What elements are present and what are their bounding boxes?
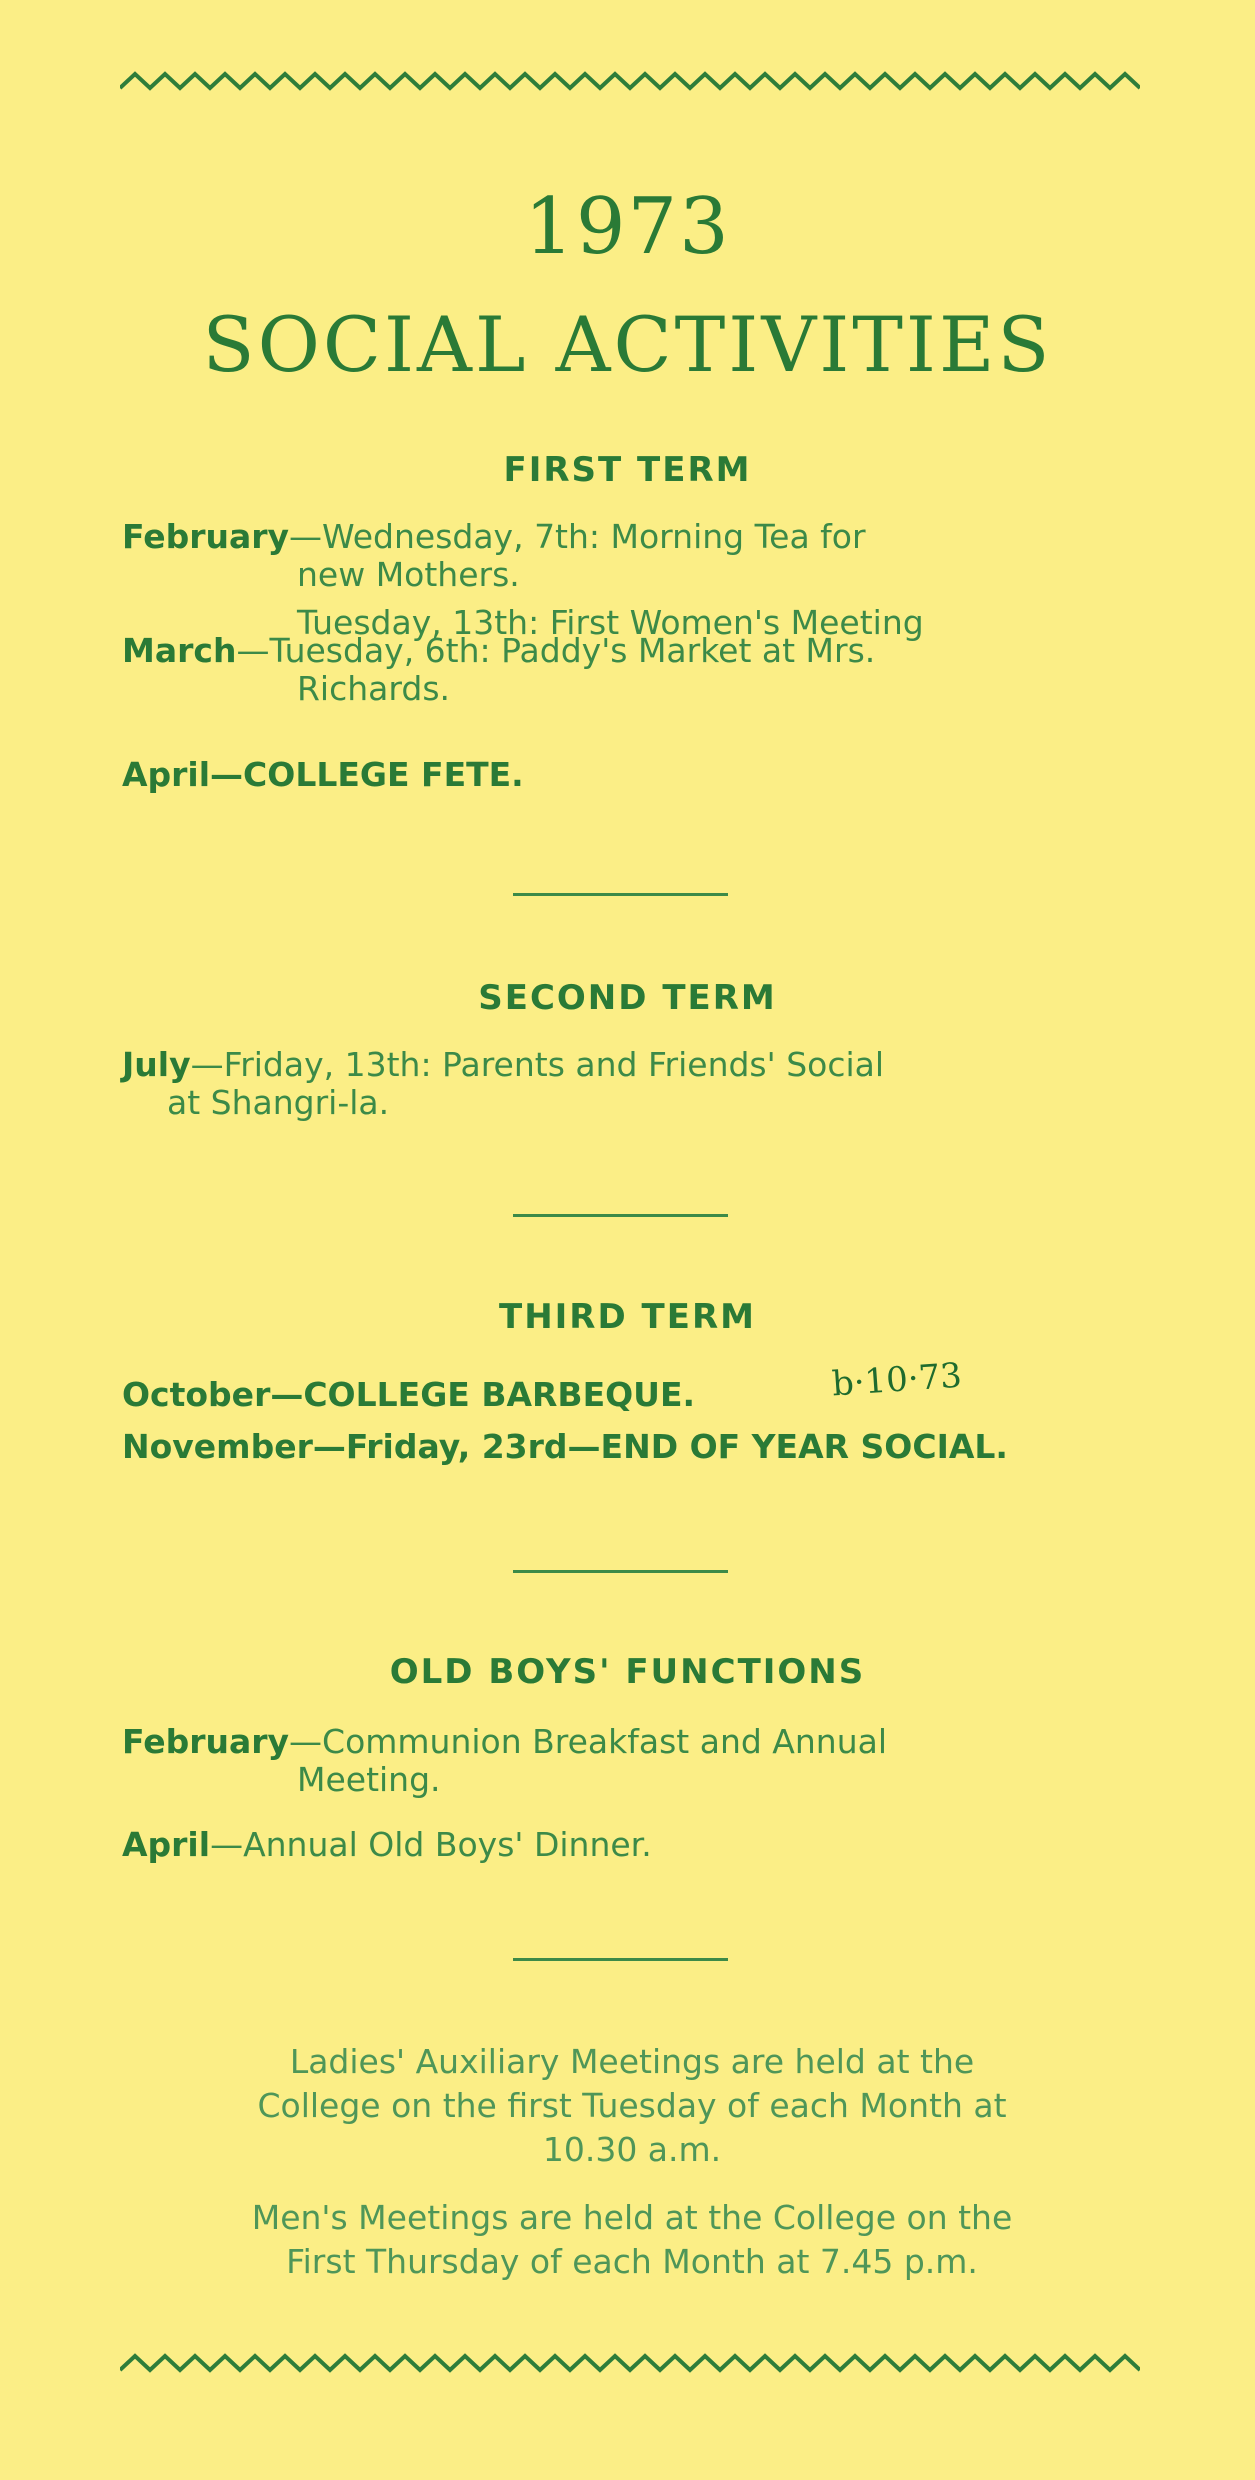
month-label: July xyxy=(122,1045,191,1084)
section-divider xyxy=(513,1570,728,1573)
top-zigzag-border xyxy=(120,70,1140,92)
entry-text: April—COLLEGE FETE. xyxy=(122,755,524,794)
first-term-april-entry xyxy=(122,756,1142,794)
old-boys-april-entry xyxy=(122,1826,1142,1864)
entry-text: —Communion Breakfast and Annual xyxy=(289,1722,888,1761)
old-boys-february-entry xyxy=(122,1723,1142,1799)
entry-continuation: Meeting. xyxy=(297,1760,441,1799)
month-label: February xyxy=(122,1722,290,1761)
section-divider xyxy=(513,1214,728,1217)
first-term-february-entry xyxy=(122,518,1142,642)
section-divider xyxy=(513,893,728,896)
month-label: April xyxy=(122,1825,211,1864)
entry-continuation: new Mothers. xyxy=(297,555,520,594)
note-line: First Thursday of each Month at 7.45 p.m. xyxy=(286,2242,978,2281)
entry-text: —Friday, 13th: Parents and Friends' Social xyxy=(190,1045,885,1084)
old-boys-heading: OLD BOYS' FUNCTIONS xyxy=(389,1652,866,1692)
entry-continuation: Tuesday, 13th: First Women's Meeting xyxy=(297,603,924,642)
note-line: 10.30 a.m. xyxy=(542,2130,722,2169)
third-term-heading: THIRD TERM xyxy=(499,1297,756,1337)
entry-text: —Annual Old Boys' Dinner. xyxy=(210,1825,652,1864)
first-term-march-entry xyxy=(122,632,1142,708)
handwritten-date-note: b·10·73 xyxy=(830,1355,964,1405)
second-term-july-entry xyxy=(122,1046,1142,1122)
month-label: February xyxy=(122,517,290,556)
ladies-auxiliary-note xyxy=(122,2040,1142,2172)
entry-text: —Tuesday, 6th: Paddy's Market at Mrs. xyxy=(236,631,876,670)
entry-text: October—COLLEGE BARBEQUE. xyxy=(122,1375,696,1414)
note-line: Men's Meetings are held at the College on the xyxy=(251,2198,1013,2237)
note-line: College on the first Tuesday of each Month at xyxy=(257,2086,1007,2125)
third-term-november-entry xyxy=(122,1428,1142,1466)
third-term-october-entry xyxy=(122,1376,1142,1414)
entry-continuation: Richards. xyxy=(297,669,450,708)
entry-continuation: at Shangri-la. xyxy=(167,1083,390,1122)
first-term-heading: FIRST TERM xyxy=(503,450,752,490)
month-label: March xyxy=(122,631,237,670)
mens-meetings-note xyxy=(122,2196,1142,2284)
entry-text: —Wednesday, 7th: Morning Tea for xyxy=(289,517,866,556)
entry-text: November—Friday, 23rd—END OF YEAR SOCIAL. xyxy=(122,1427,1008,1466)
bottom-zigzag-border xyxy=(120,2352,1140,2374)
document-title: SOCIAL ACTIVITIES xyxy=(202,300,1053,389)
second-term-heading: SECOND TERM xyxy=(478,978,777,1018)
section-divider xyxy=(513,1958,728,1961)
note-line: Ladies' Auxiliary Meetings are held at the xyxy=(289,2042,975,2081)
document-year: 1973 xyxy=(524,182,731,272)
